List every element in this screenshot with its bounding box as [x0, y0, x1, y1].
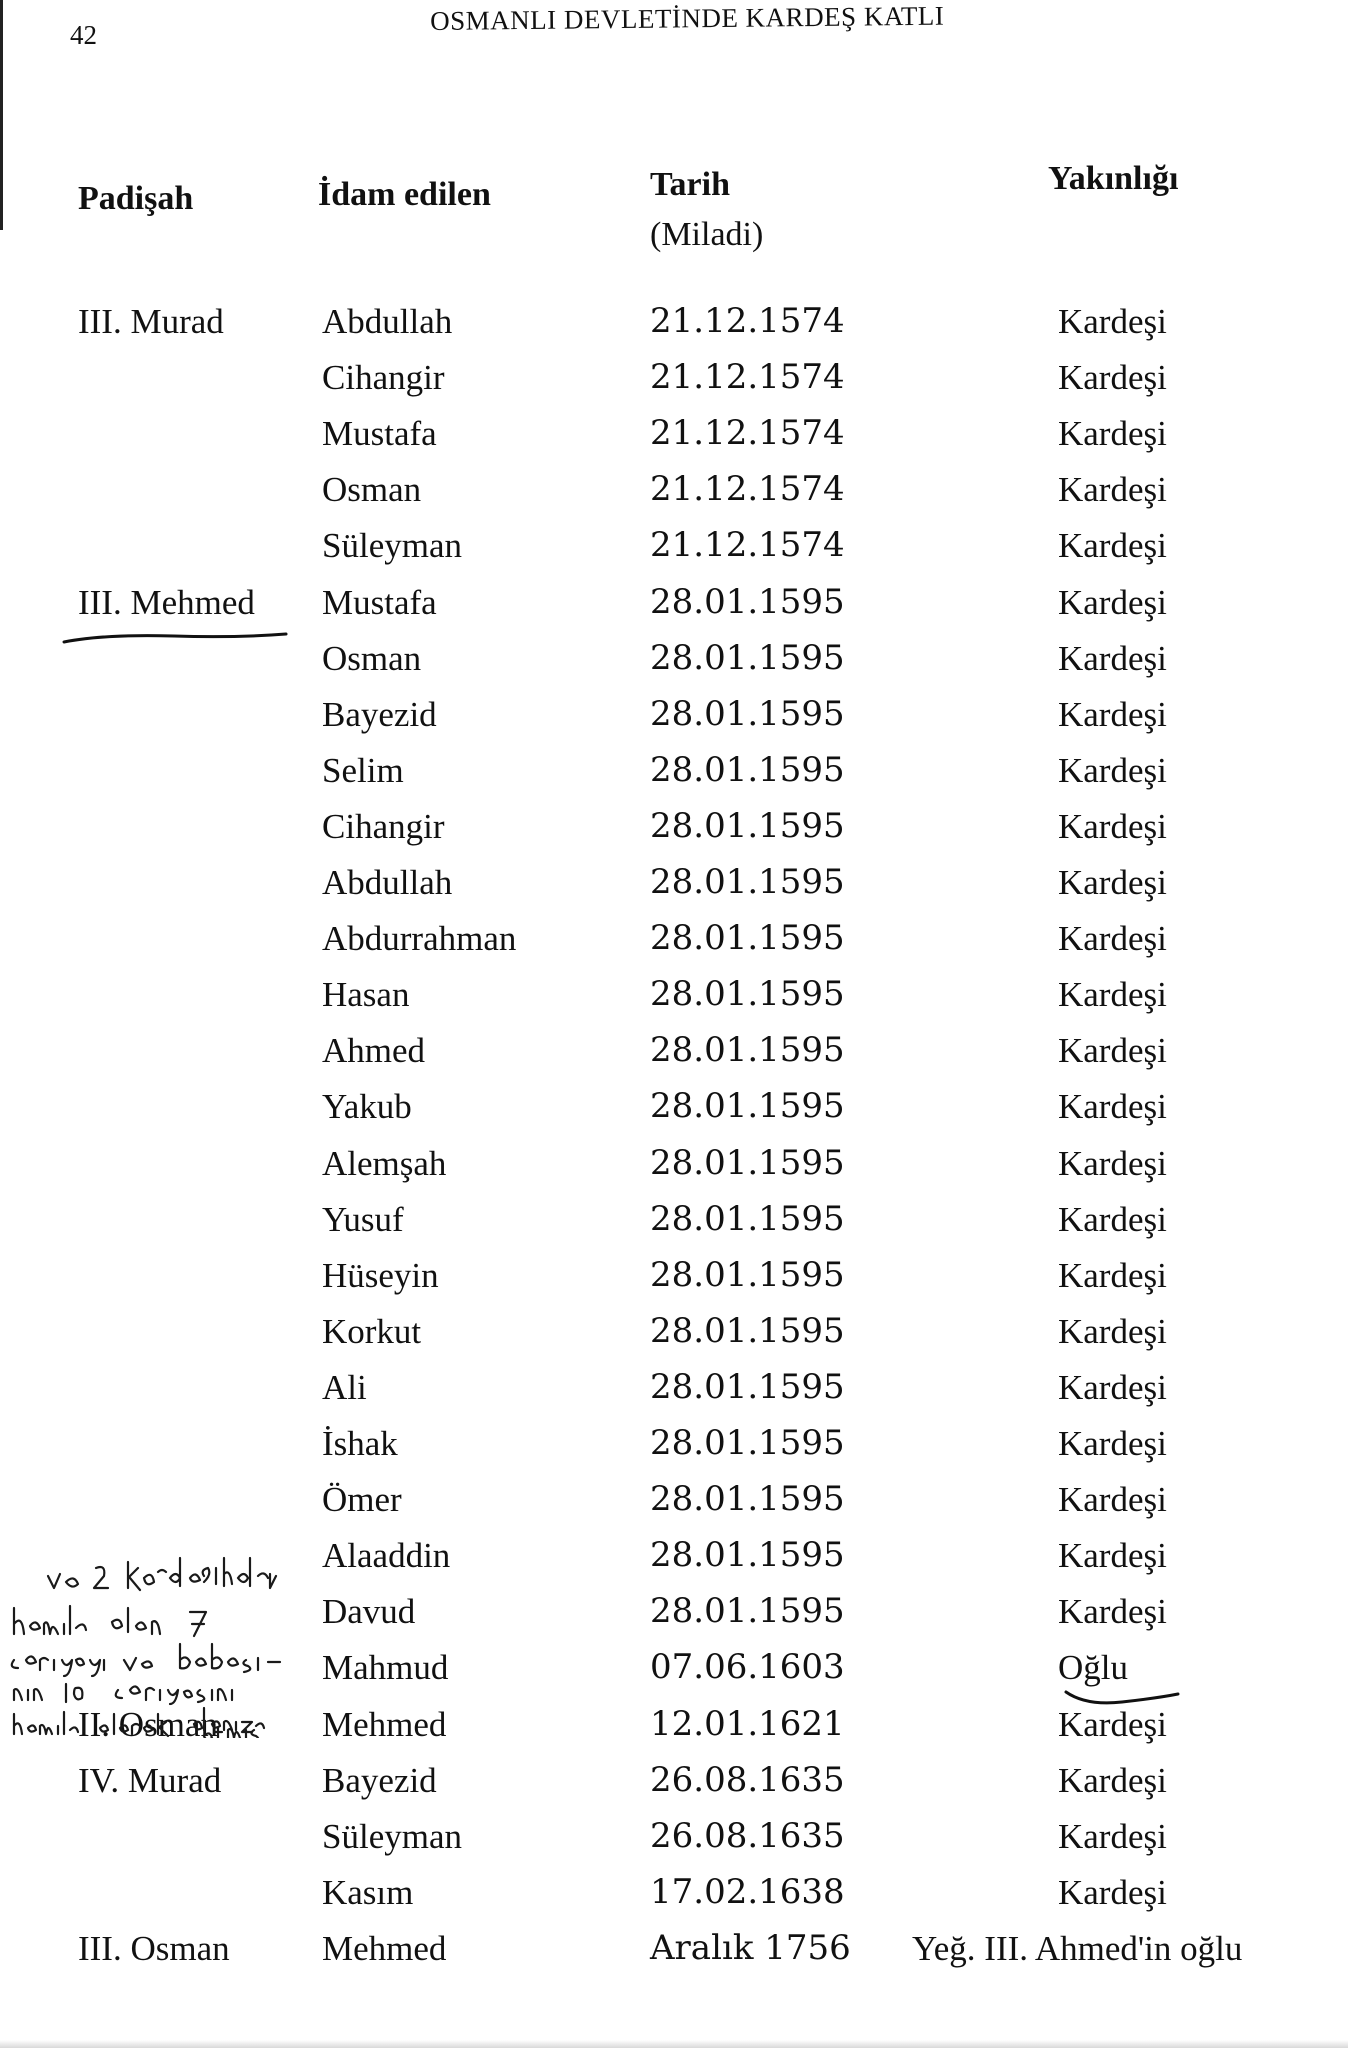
- table-cell-executed: Mehmed: [322, 1705, 447, 1744]
- column-header-date-note: (Miladi): [650, 216, 764, 253]
- column-header-executed: İdam edilen: [318, 176, 491, 213]
- table-cell-executed: Osman: [322, 470, 422, 509]
- table-cell-executed: Mustafa: [322, 583, 437, 622]
- table-cell-date: 28.01.1595: [650, 1086, 845, 1126]
- table-cell-relation: Kardeşi: [1058, 526, 1167, 565]
- table-cell-executed: Davud: [322, 1592, 416, 1631]
- table-cell-relation: Kardeşi: [1058, 1312, 1167, 1351]
- table-cell-date: 28.01.1595: [650, 750, 845, 790]
- table-cell-date: 28.01.1595: [650, 1143, 845, 1183]
- table-cell-date: 21.12.1574: [650, 301, 845, 341]
- table-cell-executed: Ahmed: [322, 1031, 426, 1070]
- table-cell-executed: Cihangir: [322, 358, 445, 397]
- table-cell-relation: Oğlu: [1058, 1648, 1128, 1687]
- table-cell-relation: Kardeşi: [1058, 975, 1167, 1014]
- table-cell-relation: Kardeşi: [1058, 1705, 1167, 1744]
- table-cell-executed: Abdullah: [322, 863, 453, 902]
- table-cell-relation: Kardeşi: [1058, 583, 1167, 622]
- table-cell-executed: Hüseyin: [322, 1256, 439, 1295]
- table-cell-executed: Alemşah: [322, 1144, 447, 1183]
- table-cell-date: 28.01.1595: [650, 1255, 845, 1295]
- table-cell-executed: Selim: [322, 751, 404, 790]
- table-cell-date: 28.01.1595: [650, 582, 845, 622]
- table-cell-relation: Kardeşi: [1058, 1873, 1167, 1912]
- column-header-sultan: Padişah: [78, 180, 194, 217]
- table-cell-sultan: II. Osman: [78, 1705, 218, 1744]
- table-cell-date: 28.01.1595: [650, 974, 845, 1014]
- table-cell-relation: Kardeşi: [1058, 1144, 1167, 1183]
- table-cell-date: 07.06.1603: [650, 1647, 845, 1687]
- table-cell-date: 28.01.1595: [650, 1311, 845, 1351]
- table-cell-executed: Alaaddin: [322, 1536, 451, 1575]
- handwriting-scribble-icon: [4, 1548, 316, 1738]
- table-cell-executed: Ali: [322, 1368, 367, 1407]
- table-cell-relation: Kardeşi: [1058, 1480, 1167, 1519]
- handwritten-margin-note: [4, 1548, 316, 1738]
- table-cell-date: 28.01.1595: [650, 1479, 845, 1519]
- table-cell-executed: Cihangir: [322, 807, 445, 846]
- table-cell-date: 21.12.1574: [650, 357, 845, 397]
- table-cell-date: 28.01.1595: [650, 862, 845, 902]
- table-cell-date: 28.01.1595: [650, 638, 845, 678]
- table-cell-executed: Yusuf: [322, 1200, 404, 1239]
- table-cell-executed: Osman: [322, 639, 422, 678]
- table-cell-executed: Mehmed: [322, 1929, 447, 1968]
- table-cell-executed: Ömer: [322, 1480, 402, 1519]
- table-cell-relation: Kardeşi: [1058, 1536, 1167, 1575]
- table-cell-executed: Kasım: [322, 1873, 414, 1912]
- table-cell-relation: Kardeşi: [1058, 919, 1167, 958]
- table-cell-relation: Kardeşi: [1058, 807, 1167, 846]
- table-cell-relation: Kardeşi: [1058, 358, 1167, 397]
- table-cell-relation: Kardeşi: [1058, 470, 1167, 509]
- column-header-relation: Yakınlığı: [1048, 160, 1179, 197]
- table-cell-date: 26.08.1635: [650, 1760, 845, 1800]
- table-cell-executed: Mahmud: [322, 1648, 449, 1687]
- table-cell-date: 17.02.1638: [650, 1872, 845, 1912]
- table-cell-relation: Yeğ. III. Ahmed'in oğlu: [912, 1929, 1243, 1968]
- table-cell-relation: Kardeşi: [1058, 302, 1167, 341]
- table-cell-relation: Kardeşi: [1058, 639, 1167, 678]
- table-cell-date: 21.12.1574: [650, 413, 845, 453]
- table-cell-executed: Hasan: [322, 975, 410, 1014]
- table-cell-relation: Kardeşi: [1058, 1817, 1167, 1856]
- table-cell-executed: Abdullah: [322, 302, 453, 341]
- table-cell-relation: Kardeşi: [1058, 1087, 1167, 1126]
- table-cell-executed: Yakub: [322, 1087, 412, 1126]
- table-cell-executed: Bayezid: [322, 1761, 437, 1800]
- table-cell-executed: Süleyman: [322, 1817, 462, 1856]
- table-cell-date: 12.01.1621: [650, 1704, 845, 1744]
- table-cell-relation: Kardeşi: [1058, 1256, 1167, 1295]
- table-cell-date: 28.01.1595: [650, 1591, 845, 1631]
- table-cell-date: 28.01.1595: [650, 918, 845, 958]
- table-cell-sultan: IV. Murad: [78, 1761, 222, 1800]
- table-cell-date: 28.01.1595: [650, 1535, 845, 1575]
- table-cell-date: 21.12.1574: [650, 525, 845, 565]
- table-cell-date: 28.01.1595: [650, 1030, 845, 1070]
- table-cell-date: 28.01.1595: [650, 1423, 845, 1463]
- table-cell-relation: Kardeşi: [1058, 1761, 1167, 1800]
- pen-underline-oglu: [1062, 1688, 1182, 1706]
- table-cell-relation: Kardeşi: [1058, 1368, 1167, 1407]
- table-cell-relation: Kardeşi: [1058, 863, 1167, 902]
- table-cell-executed: Süleyman: [322, 526, 462, 565]
- page-edge-bottom: [0, 2040, 1348, 2048]
- column-header-date: Tarih: [650, 166, 731, 203]
- page-edge: [0, 0, 3, 230]
- table-cell-date: 21.12.1574: [650, 469, 845, 509]
- table-cell-date: 28.01.1595: [650, 1367, 845, 1407]
- table-cell-relation: Kardeşi: [1058, 1424, 1167, 1463]
- pen-underline-mark: [60, 632, 290, 646]
- table-cell-date: Aralık 1756: [650, 1928, 851, 1968]
- table-cell-relation: Kardeşi: [1058, 414, 1167, 453]
- table-cell-executed: Mustafa: [322, 414, 437, 453]
- table-cell-sultan: III. Murad: [78, 302, 224, 341]
- table-cell-date: 26.08.1635: [650, 1816, 845, 1856]
- table-cell-executed: Korkut: [322, 1312, 422, 1351]
- page-number: 42: [70, 20, 97, 50]
- table-cell-date: 28.01.1595: [650, 694, 845, 734]
- table-cell-executed: Bayezid: [322, 695, 437, 734]
- handwritten-note-text: [316, 1548, 317, 1549]
- table-cell-relation: Kardeşi: [1058, 695, 1167, 734]
- running-header: OSMANLI DEVLETİNDE KARDEŞ KATLI: [430, 0, 945, 36]
- table-cell-relation: Kardeşi: [1058, 1200, 1167, 1239]
- table-cell-sultan: III. Mehmed: [78, 583, 255, 622]
- table-cell-sultan: III. Osman: [78, 1929, 230, 1968]
- table-cell-executed: Abdurrahman: [322, 919, 517, 958]
- table-cell-relation: Kardeşi: [1058, 751, 1167, 790]
- table-cell-executed: İshak: [322, 1424, 398, 1463]
- table-cell-date: 28.01.1595: [650, 1199, 845, 1239]
- table-cell-relation: Kardeşi: [1058, 1031, 1167, 1070]
- table-cell-date: 28.01.1595: [650, 806, 845, 846]
- table-cell-relation: Kardeşi: [1058, 1592, 1167, 1631]
